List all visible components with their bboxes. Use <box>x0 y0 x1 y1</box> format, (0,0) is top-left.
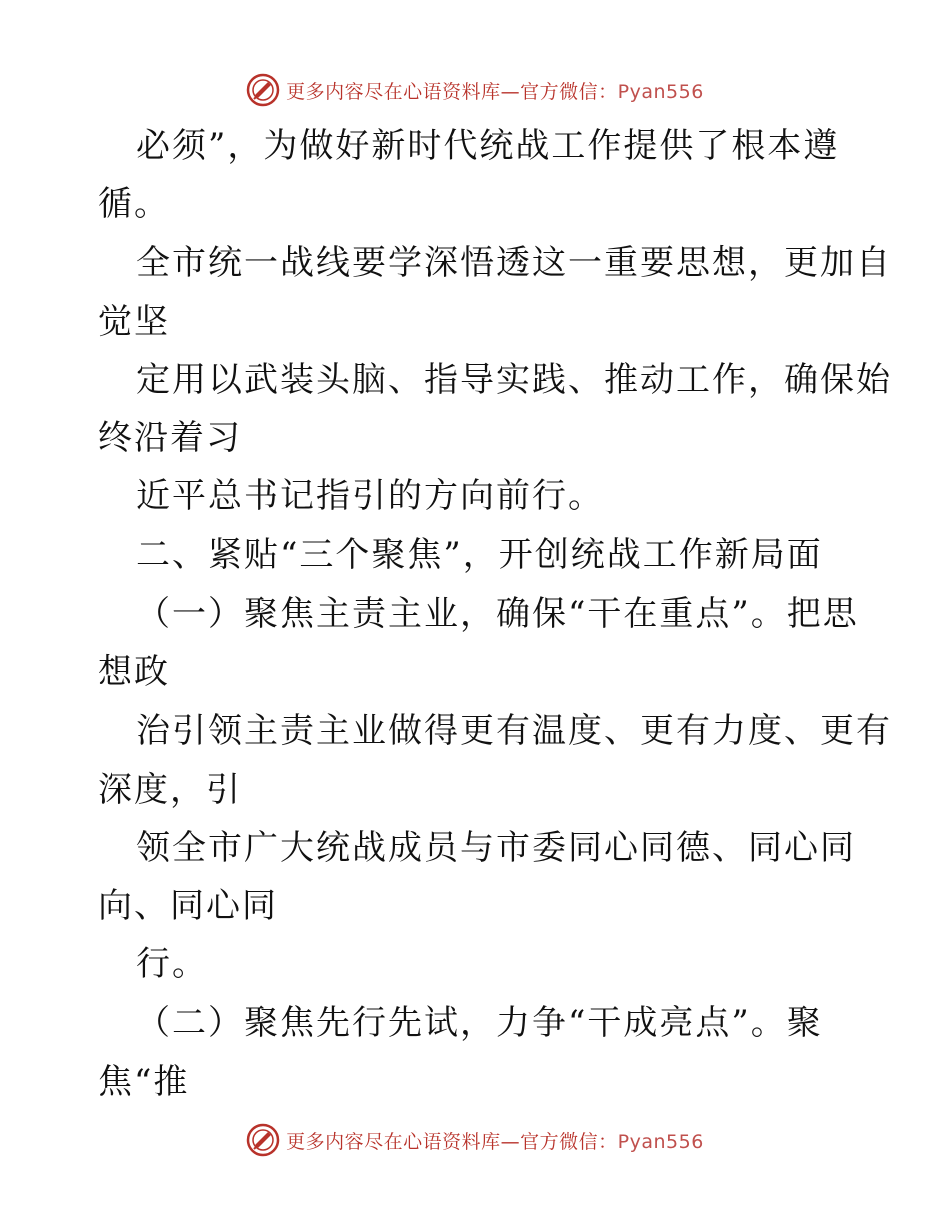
paragraph-line: 全市统一战线要学深悟透这一重要思想，更加自 <box>136 243 892 283</box>
paragraph-line: 近平总书记指引的方向前行。 <box>136 476 604 516</box>
paragraph-line: 定用以武装头脑、指导实践、推动工作，确保始 <box>136 360 892 400</box>
paragraph-line: 觉坚 <box>98 302 170 342</box>
seal-logo-icon <box>246 73 280 107</box>
watermark-text <box>286 77 704 104</box>
paragraph-line: 想政 <box>98 652 170 692</box>
footer-watermark <box>0 1120 950 1160</box>
paragraph-line: 循。 <box>98 184 170 224</box>
paragraph-line: 必须”，为做好新时代统战工作提供了根本遵 <box>136 126 840 166</box>
subsection-heading: （二）聚焦先行先试，力争“干成亮点”。聚 <box>136 1003 823 1043</box>
section-heading: 二、紧贴“三个聚焦”，开创统战工作新局面 <box>136 535 823 575</box>
watermark-account: Pyan556 <box>617 1130 704 1153</box>
subsection-heading: （一）聚焦主责主业，确保“干在重点”。把思 <box>136 594 859 634</box>
watermark-label: 更多内容尽在心语资料库—官方微信： <box>286 80 618 103</box>
paragraph-line: 行。 <box>136 944 208 984</box>
paragraph-line: 深度，引 <box>98 770 242 810</box>
paragraph-line: 治引领主责主业做得更有温度、更有力度、更有 <box>136 711 892 751</box>
header-watermark <box>0 70 950 110</box>
watermark-label: 更多内容尽在心语资料库—官方微信： <box>286 1130 618 1153</box>
seal-logo-icon <box>246 1123 280 1157</box>
paragraph-line: 领全市广大统战成员与市委同心同德、同心同 <box>136 828 856 868</box>
paragraph-line: 终沿着习 <box>98 418 242 458</box>
paragraph-line: 向、同心同 <box>98 886 278 926</box>
watermark-text <box>286 1127 704 1154</box>
paragraph-line: 焦“推 <box>98 1062 190 1102</box>
watermark-account: Pyan556 <box>617 80 704 103</box>
